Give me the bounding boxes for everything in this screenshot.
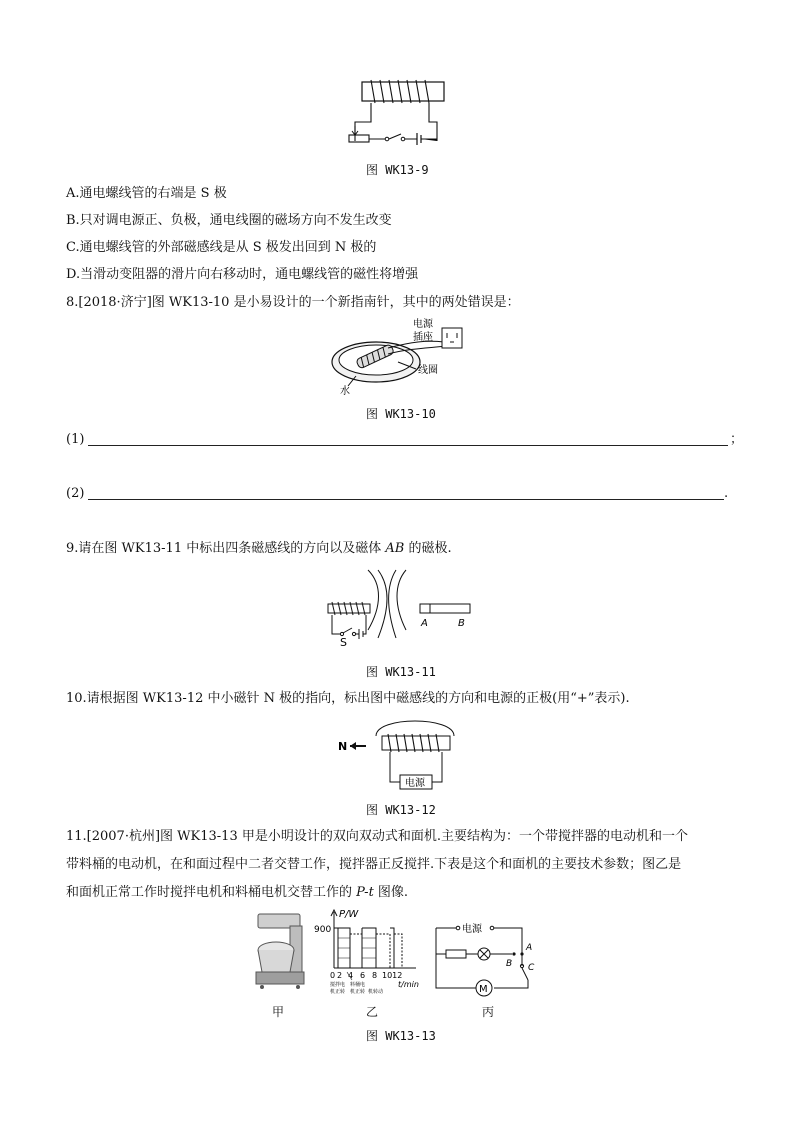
question-11-line-2: 带料桶的电动机，在和面过程中二者交替工作，搅拌器正反搅拌.下表是这个和面机的主要技术参数；图乙是 [66,857,682,872]
x-tick: 2 [337,971,343,980]
option-a: A.通电螺线管的右端是 S 极 [66,186,227,201]
note: 搅拌电 [330,982,346,988]
power-time-graph [314,908,424,1000]
option-c: C.通电螺线管的外部磁感线是从 S 极发出回到 N 极的 [66,240,377,255]
magnet-ab: AB [385,541,405,556]
option-b: B.只对调电源正、负极，通电线圈的磁场方向不发生改变 [66,213,392,228]
question-9-stem [66,541,452,557]
figure-caption: 图 WK13-12 [366,803,436,817]
x-axis-label: t/min [398,980,419,989]
question-8-stem: 8.[2018·济宁]图 WK13-10 是小易设计的一个新指南针，其中的两处错误是： [66,295,520,310]
sub-label-a: 甲 [272,1005,285,1019]
label-socket: 插座 [413,332,433,343]
solenoid-circuit-diagram [345,76,455,158]
mixer-circuit-diagram [432,918,544,1000]
x-tick: 4 [348,971,354,980]
question-11-line-1: 11.[2007·杭州]图 WK13-13 甲是小明设计的双向双动式和面机.主要结构为：一个带搅拌器的电动机和一个 [66,829,688,844]
question-10-stem: 10.请根据图 WK13-12 中小磁针 N 极的指向，标出图中磁感线的方向和电源的正极(用“+”表示). [66,691,630,706]
label-a: A [526,943,533,953]
option-d: D.当滑动变阻器的滑片向右移动时，通电螺线管的磁性将增强 [66,267,419,282]
label-power: 电源 [405,778,425,789]
figure-wk13-10 [326,318,476,400]
blank-2-end: . [724,486,729,501]
answer-line-1[interactable] [88,445,728,446]
label-m: M [479,984,488,995]
solenoid-compass-diagram [336,712,466,792]
label-power: 电源 [462,924,482,935]
label-power: 电源 [413,319,433,330]
figure-caption: 图 WK13-13 [366,1029,436,1043]
x-tick: 0 [330,971,336,980]
stem-part: 的磁极. [404,541,452,556]
label-a: A [421,618,428,629]
pt-graph-var: P-t [356,885,374,900]
label-coil: 线圈 [418,365,438,376]
figure-caption: 图 WK13-10 [366,407,436,421]
note: 机正转 [330,989,346,995]
pt-chart [314,908,424,1000]
label-b: B [458,618,465,629]
y-axis-label: P/W [339,909,359,920]
label-b: B [506,959,513,969]
x-tick: 6 [360,971,366,980]
mixer-circuit [432,918,544,1000]
answer-line-2[interactable] [88,499,724,500]
sub-label-b: 乙 [366,1005,379,1019]
figure-caption: 图 WK13-9 [366,163,429,177]
stem-part: 和面机正常工作时搅拌电机和料桶电机交替工作的 [66,885,357,900]
question-11-line-3 [66,885,408,901]
note: 机正转 [350,989,366,995]
figure-wk13-11 [326,566,476,648]
sub-label-c: 丙 [482,1005,495,1019]
blank-2-label: (2) [66,486,85,501]
x-tick: 1012 [382,971,403,980]
note: 料桶电 [350,982,366,988]
compass-diagram [326,318,476,400]
y-tick-900: 900 [314,925,332,935]
figure-caption: 图 WK13-11 [366,665,436,679]
note: 机转动 [368,989,384,995]
mixer-image [252,910,308,990]
label-c: C [528,963,535,973]
magnetic-field-diagram [326,566,476,648]
figure-wk13-9 [345,76,455,158]
figure-wk13-12 [336,712,466,792]
label-n: N [338,740,348,753]
label-s: S [340,636,347,648]
stem-part: 图像. [373,885,409,900]
blank-1-label: (1) [66,432,85,447]
dough-mixer-picture [252,910,308,990]
label-water: 水 [340,386,350,397]
x-tick: 8 [372,971,378,980]
blank-1-end: ； [730,432,744,447]
stem-part: 9.请在图 WK13-11 中标出四条磁感线的方向以及磁体 [66,541,386,556]
